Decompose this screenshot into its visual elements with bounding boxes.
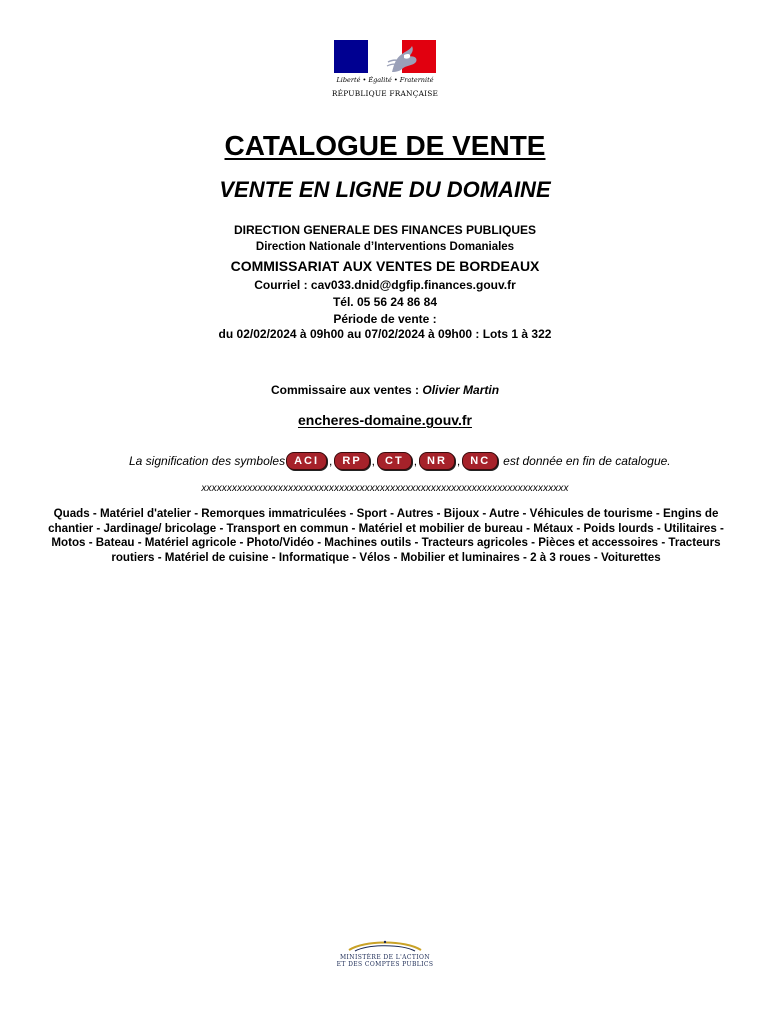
badge-nr: NR xyxy=(419,452,455,470)
ministry-name xyxy=(330,954,440,968)
symbols-legend-line xyxy=(129,451,671,471)
commissaire-label: Commissaire aux ventes : xyxy=(270,383,423,397)
republique-francaise-logo xyxy=(331,40,439,102)
ministry-line-2: ET DES COMPTES PUBLICS xyxy=(336,961,434,968)
symbols-separator: , xyxy=(329,454,333,468)
badge-aci: ACI xyxy=(286,452,327,470)
page-subtitle: VENTE EN LIGNE DU DOMAINE xyxy=(219,177,551,202)
ministry-logo xyxy=(330,938,440,978)
direction-nationale: Direction Nationale d’Interventions Domaniales xyxy=(255,241,515,253)
flag-white-band xyxy=(368,40,402,73)
symbols-separator: , xyxy=(413,454,418,468)
symbols-separator: , xyxy=(371,454,376,468)
separator-line: xxxxxxxxxxxxxxxxxxxxxxxxxxxxxxxxxxxxxxxxxxxxxxxxxxxxxxxxxxxxxxxxxxxxxxxx xyxy=(201,483,569,494)
badge-nc: NC xyxy=(462,452,498,470)
ministry-arc-icon xyxy=(347,938,423,952)
republique-francaise-label: RÉPUBLIQUE FRANÇAISE xyxy=(331,89,439,98)
direction-generale: DIRECTION GENERALE DES FINANCES PUBLIQUES xyxy=(233,223,537,237)
categories-list: Quads - Matériel d'atelier - Remorques immatriculées - Sport - Autres - Bijoux - Autre - Véhicules de tourisme - Engins de chantier - Jardinage/ bricolage - Transport en commun - Matériel et mobilier de bureau - Métaux - Poids lourds - Utilitaires - Motos - Bateau - Matériel agricole - Photo/Vidéo - Machines outils - Tracteurs agricoles - Pièces et accessoires - Tracteurs routiers - Matériel de cuisine - Informatique - Vélos - Mobilier et luminaires - 2 à 3 roues - Voiturettes xyxy=(48,507,724,564)
commissaire-name: Olivier Martin xyxy=(422,383,500,397)
flag-blue-band xyxy=(334,40,368,73)
auction-site-link[interactable]: encheres-domaine.gouv.fr xyxy=(297,412,472,428)
page-title: CATALOGUE DE VENTE xyxy=(224,130,546,161)
marianne-icon xyxy=(386,42,436,73)
commissariat-name: COMMISSARIAT AUX VENTES DE BORDEAUX xyxy=(230,258,540,274)
republic-motto: Liberté • Égalité • Fraternité xyxy=(336,76,434,84)
sale-period: du 02/02/2024 à 09h00 au 07/02/2024 à 09h00 : Lots 1 à 322 xyxy=(218,327,552,341)
french-flag-icon xyxy=(334,40,436,73)
badge-ct: CT xyxy=(377,452,412,470)
contact-phone: Tél. 05 56 24 86 84 xyxy=(332,295,438,309)
commissaire-line xyxy=(0,383,770,397)
badge-rp: RP xyxy=(334,452,369,470)
sale-period-label: Période de vente : xyxy=(333,312,437,326)
symbols-prefix: La signification des symboles xyxy=(129,454,286,468)
symbols-separator: , xyxy=(456,454,461,468)
contact-email: Courriel : cav033.dnid@dgfip.finances.gouv.fr xyxy=(254,278,516,292)
symbols-suffix: est donnée en fin de catalogue. xyxy=(503,454,671,468)
ministry-line-1: MINISTÈRE DE L'ACTION xyxy=(339,954,431,961)
